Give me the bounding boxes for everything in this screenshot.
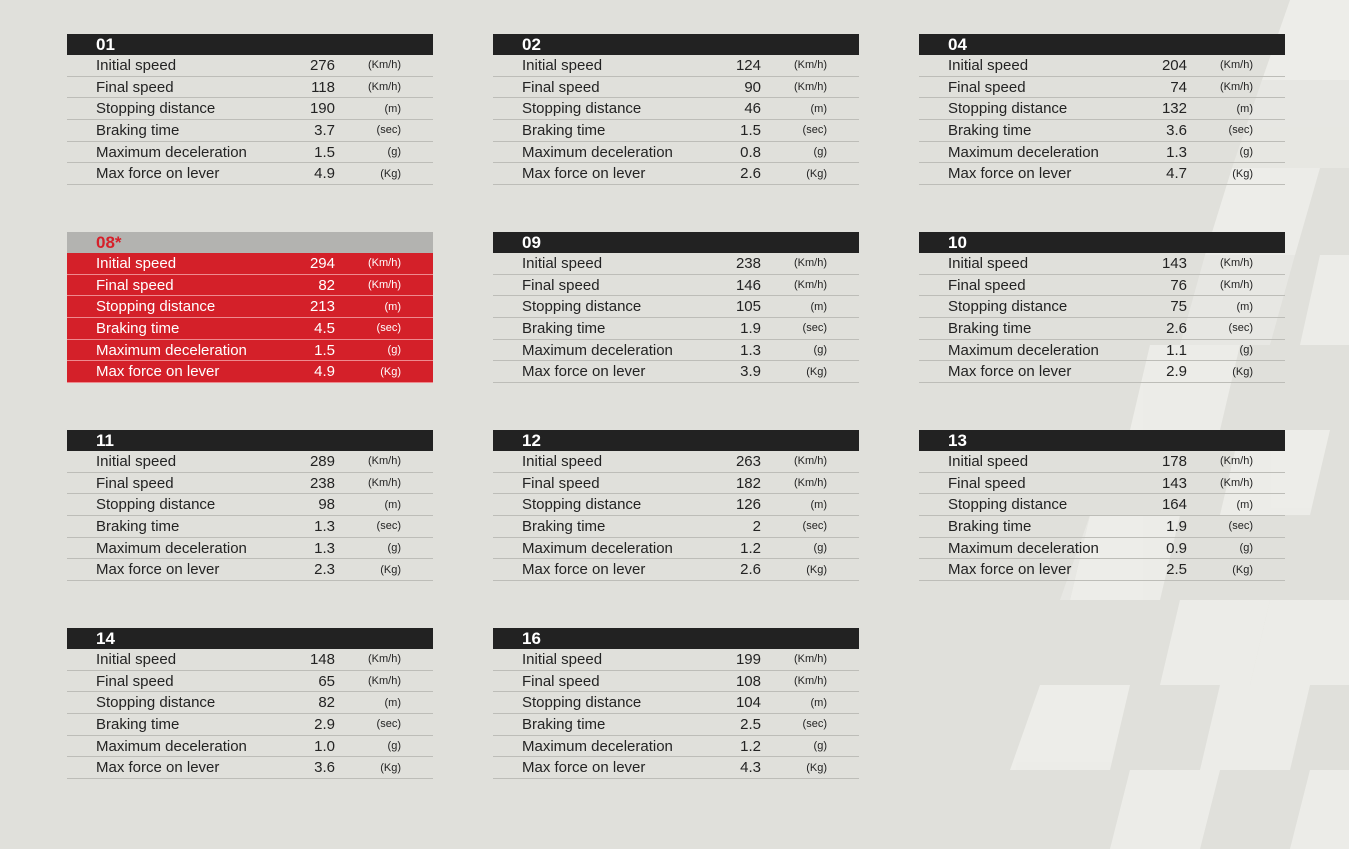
metric-value: 2.9 bbox=[314, 715, 335, 733]
metric-label: Maximum deceleration bbox=[948, 143, 1099, 161]
metric-value: 1.3 bbox=[314, 539, 335, 557]
metric-value: 4.3 bbox=[740, 759, 761, 777]
table-row bbox=[67, 361, 433, 383]
metric-value: 2.6 bbox=[740, 165, 761, 183]
metric-label: Max force on lever bbox=[96, 759, 220, 777]
metric-value: 1.1 bbox=[1166, 341, 1187, 359]
metric-unit: (sec) bbox=[376, 520, 401, 533]
metric-value: 105 bbox=[735, 298, 761, 316]
card-title: 08* bbox=[67, 232, 433, 253]
table-row bbox=[919, 253, 1285, 275]
metric-value: 4.7 bbox=[1166, 165, 1187, 183]
metric-value: 213 bbox=[309, 298, 335, 316]
table-row bbox=[919, 318, 1285, 340]
metric-unit: (m) bbox=[1236, 102, 1253, 115]
metric-value: 98 bbox=[318, 496, 335, 514]
table-row bbox=[67, 494, 433, 516]
result-card-14 bbox=[67, 628, 433, 779]
table-row bbox=[67, 318, 433, 340]
metric-label: Stopping distance bbox=[522, 100, 642, 118]
metric-label: Initial speed bbox=[522, 254, 603, 272]
metric-value: 2.6 bbox=[1166, 319, 1187, 337]
card-title: 14 bbox=[67, 628, 433, 649]
card-title: 01 bbox=[67, 34, 433, 55]
metric-unit: (m) bbox=[810, 300, 827, 313]
metric-unit: (sec) bbox=[802, 718, 827, 731]
metric-value: 143 bbox=[1161, 254, 1187, 272]
metric-unit: (Km/h) bbox=[794, 279, 827, 292]
card-title: 02 bbox=[493, 34, 859, 55]
table-row bbox=[919, 77, 1285, 99]
metric-unit: (Km/h) bbox=[1220, 455, 1253, 468]
metric-value: 46 bbox=[744, 100, 761, 118]
metric-label: Maximum deceleration bbox=[522, 737, 673, 755]
metric-value: 1.0 bbox=[314, 737, 335, 755]
metric-unit: (Kg) bbox=[806, 365, 827, 378]
metric-unit: (g) bbox=[387, 344, 401, 357]
metric-unit: (g) bbox=[387, 542, 401, 555]
metric-label: Maximum deceleration bbox=[96, 143, 247, 161]
metric-unit: (g) bbox=[1239, 344, 1253, 357]
metric-value: 289 bbox=[309, 452, 335, 470]
table-row bbox=[919, 98, 1285, 120]
metric-value: 146 bbox=[735, 276, 761, 294]
card-title: 10 bbox=[919, 232, 1285, 253]
metric-unit: (m) bbox=[384, 102, 401, 115]
metric-unit: (g) bbox=[387, 740, 401, 753]
metric-value: 143 bbox=[1161, 474, 1187, 492]
table-row bbox=[493, 692, 859, 714]
metric-label: Initial speed bbox=[522, 452, 603, 470]
metric-label: Maximum deceleration bbox=[522, 539, 673, 557]
table-row bbox=[67, 98, 433, 120]
metric-label: Final speed bbox=[522, 78, 600, 96]
metric-value: 82 bbox=[318, 276, 335, 294]
metric-unit: (g) bbox=[813, 146, 827, 159]
metric-label: Initial speed bbox=[948, 254, 1029, 272]
metric-label: Stopping distance bbox=[96, 298, 216, 316]
metric-label: Braking time bbox=[522, 319, 606, 337]
metric-unit: (Kg) bbox=[1232, 167, 1253, 180]
metric-label: Final speed bbox=[522, 672, 600, 690]
table-row bbox=[493, 318, 859, 340]
result-card-08 bbox=[67, 232, 433, 383]
card-title: 04 bbox=[919, 34, 1285, 55]
table-row bbox=[493, 736, 859, 758]
metric-label: Braking time bbox=[96, 121, 180, 139]
table-row bbox=[67, 538, 433, 560]
metric-label: Braking time bbox=[522, 121, 606, 139]
metric-unit: (m) bbox=[810, 696, 827, 709]
metric-unit: (Kg) bbox=[806, 167, 827, 180]
metric-label: Maximum deceleration bbox=[96, 737, 247, 755]
result-card-11 bbox=[67, 430, 433, 581]
table-row bbox=[493, 361, 859, 383]
table-row bbox=[67, 649, 433, 671]
card-title: 12 bbox=[493, 430, 859, 451]
metric-value: 75 bbox=[1170, 298, 1187, 316]
metric-value: 1.9 bbox=[1166, 517, 1187, 535]
result-card-04 bbox=[919, 34, 1285, 185]
metric-label: Maximum deceleration bbox=[948, 341, 1099, 359]
metric-label: Maximum deceleration bbox=[522, 341, 673, 359]
metric-value: 1.5 bbox=[314, 341, 335, 359]
metric-label: Max force on lever bbox=[522, 561, 646, 579]
table-row bbox=[67, 714, 433, 736]
metric-label: Braking time bbox=[96, 517, 180, 535]
metric-label: Maximum deceleration bbox=[96, 341, 247, 359]
metric-unit: (Km/h) bbox=[1220, 81, 1253, 94]
metric-value: 2.5 bbox=[740, 715, 761, 733]
metric-unit: (sec) bbox=[1228, 124, 1253, 137]
metric-value: 199 bbox=[735, 650, 761, 668]
table-row bbox=[493, 253, 859, 275]
table-row bbox=[919, 275, 1285, 297]
metric-unit: (sec) bbox=[376, 322, 401, 335]
metric-label: Final speed bbox=[96, 276, 174, 294]
metric-unit: (Km/h) bbox=[794, 455, 827, 468]
card-title: 11 bbox=[67, 430, 433, 451]
metric-value: 3.6 bbox=[314, 759, 335, 777]
metric-label: Braking time bbox=[522, 517, 606, 535]
result-card-10 bbox=[919, 232, 1285, 383]
table-row bbox=[67, 473, 433, 495]
table-row bbox=[493, 649, 859, 671]
metric-label: Initial speed bbox=[948, 56, 1029, 74]
table-row bbox=[493, 473, 859, 495]
metric-unit: (Km/h) bbox=[794, 59, 827, 72]
metric-value: 1.9 bbox=[740, 319, 761, 337]
metric-unit: (Km/h) bbox=[368, 653, 401, 666]
card-title: 09 bbox=[493, 232, 859, 253]
metric-unit: (Km/h) bbox=[794, 81, 827, 94]
metric-value: 1.2 bbox=[740, 539, 761, 557]
metric-value: 132 bbox=[1161, 100, 1187, 118]
metric-value: 4.9 bbox=[314, 165, 335, 183]
metric-label: Braking time bbox=[96, 319, 180, 337]
metric-label: Stopping distance bbox=[948, 298, 1068, 316]
metric-unit: (Km/h) bbox=[1220, 477, 1253, 490]
metric-unit: (Kg) bbox=[380, 761, 401, 774]
metric-unit: (sec) bbox=[802, 520, 827, 533]
metric-unit: (g) bbox=[813, 542, 827, 555]
metric-unit: (Kg) bbox=[380, 167, 401, 180]
table-row bbox=[493, 142, 859, 164]
table-row bbox=[67, 757, 433, 779]
table-row bbox=[493, 559, 859, 581]
table-row bbox=[493, 714, 859, 736]
metric-label: Stopping distance bbox=[96, 694, 216, 712]
table-row bbox=[493, 77, 859, 99]
table-row bbox=[67, 736, 433, 758]
metric-value: 65 bbox=[318, 672, 335, 690]
table-row bbox=[919, 559, 1285, 581]
table-row bbox=[67, 275, 433, 297]
metric-unit: (g) bbox=[1239, 146, 1253, 159]
table-row bbox=[67, 451, 433, 473]
table-row bbox=[919, 163, 1285, 185]
metric-value: 3.7 bbox=[314, 121, 335, 139]
metric-label: Max force on lever bbox=[948, 561, 1072, 579]
table-row bbox=[919, 516, 1285, 538]
table-row bbox=[67, 559, 433, 581]
metric-label: Initial speed bbox=[96, 56, 177, 74]
metric-unit: (Kg) bbox=[1232, 365, 1253, 378]
metric-value: 124 bbox=[735, 56, 761, 74]
metric-unit: (g) bbox=[387, 146, 401, 159]
metric-unit: (Km/h) bbox=[368, 477, 401, 490]
metric-label: Maximum deceleration bbox=[948, 539, 1099, 557]
metric-label: Initial speed bbox=[96, 452, 177, 470]
metric-label: Initial speed bbox=[522, 650, 603, 668]
metric-label: Max force on lever bbox=[96, 561, 220, 579]
metric-value: 74 bbox=[1170, 78, 1187, 96]
metric-unit: (sec) bbox=[1228, 520, 1253, 533]
metric-label: Max force on lever bbox=[948, 363, 1072, 381]
metric-value: 178 bbox=[1161, 452, 1187, 470]
metric-label: Max force on lever bbox=[948, 165, 1072, 183]
metric-value: 76 bbox=[1170, 276, 1187, 294]
metric-label: Stopping distance bbox=[522, 496, 642, 514]
metric-value: 263 bbox=[735, 452, 761, 470]
metric-label: Final speed bbox=[948, 474, 1026, 492]
metric-unit: (sec) bbox=[1228, 322, 1253, 335]
metric-value: 190 bbox=[309, 100, 335, 118]
metric-label: Stopping distance bbox=[522, 694, 642, 712]
table-row bbox=[493, 98, 859, 120]
metric-value: 90 bbox=[744, 78, 761, 96]
metric-label: Braking time bbox=[96, 715, 180, 733]
metric-unit: (g) bbox=[1239, 542, 1253, 555]
metric-value: 1.3 bbox=[1166, 143, 1187, 161]
table-row bbox=[919, 340, 1285, 362]
metric-unit: (Km/h) bbox=[368, 59, 401, 72]
metric-value: 0.9 bbox=[1166, 539, 1187, 557]
metric-value: 118 bbox=[311, 78, 335, 96]
metric-label: Max force on lever bbox=[522, 759, 646, 777]
metric-value: 1.5 bbox=[314, 143, 335, 161]
card-title: 16 bbox=[493, 628, 859, 649]
metric-value: 1.5 bbox=[740, 121, 761, 139]
table-row bbox=[919, 494, 1285, 516]
metric-value: 238 bbox=[735, 254, 761, 272]
metric-label: Stopping distance bbox=[522, 298, 642, 316]
metric-value: 1.2 bbox=[740, 737, 761, 755]
table-row bbox=[919, 55, 1285, 77]
table-row bbox=[67, 296, 433, 318]
metric-value: 3.6 bbox=[1166, 121, 1187, 139]
metric-value: 148 bbox=[309, 650, 335, 668]
table-row bbox=[67, 692, 433, 714]
table-row bbox=[493, 163, 859, 185]
metric-value: 2.6 bbox=[740, 561, 761, 579]
metric-label: Maximum deceleration bbox=[522, 143, 673, 161]
metric-value: 276 bbox=[309, 56, 335, 74]
metric-label: Initial speed bbox=[96, 650, 177, 668]
metric-label: Max force on lever bbox=[96, 363, 220, 381]
metric-label: Initial speed bbox=[96, 254, 177, 272]
metric-value: 182 bbox=[735, 474, 761, 492]
metric-unit: (sec) bbox=[802, 322, 827, 335]
metric-unit: (Km/h) bbox=[794, 257, 827, 270]
metric-unit: (sec) bbox=[376, 718, 401, 731]
metric-value: 1.3 bbox=[314, 517, 335, 535]
metric-unit: (Kg) bbox=[1232, 563, 1253, 576]
metric-unit: (sec) bbox=[376, 124, 401, 137]
metric-unit: (Kg) bbox=[806, 563, 827, 576]
metric-unit: (Km/h) bbox=[368, 675, 401, 688]
metric-value: 2.5 bbox=[1166, 561, 1187, 579]
metric-label: Final speed bbox=[948, 78, 1026, 96]
metric-unit: (g) bbox=[813, 344, 827, 357]
metric-label: Max force on lever bbox=[522, 165, 646, 183]
metric-label: Braking time bbox=[948, 319, 1032, 337]
table-row bbox=[919, 120, 1285, 142]
metric-value: 4.5 bbox=[314, 319, 335, 337]
metric-unit: (m) bbox=[810, 102, 827, 115]
table-row bbox=[67, 163, 433, 185]
metric-unit: (m) bbox=[810, 498, 827, 511]
metric-unit: (m) bbox=[1236, 300, 1253, 313]
table-row bbox=[493, 120, 859, 142]
metric-unit: (m) bbox=[1236, 498, 1253, 511]
table-row bbox=[919, 296, 1285, 318]
metric-value: 2.9 bbox=[1166, 363, 1187, 381]
table-row bbox=[493, 296, 859, 318]
metric-value: 204 bbox=[1161, 56, 1187, 74]
table-row bbox=[493, 340, 859, 362]
metric-unit: (Km/h) bbox=[368, 81, 401, 94]
metric-value: 1.3 bbox=[740, 341, 761, 359]
metric-unit: (Km/h) bbox=[794, 675, 827, 688]
metric-value: 2 bbox=[752, 517, 761, 535]
metric-value: 4.9 bbox=[314, 363, 335, 381]
metric-value: 0.8 bbox=[740, 143, 761, 161]
table-row bbox=[493, 55, 859, 77]
metric-unit: (sec) bbox=[802, 124, 827, 137]
metric-label: Braking time bbox=[948, 517, 1032, 535]
metric-unit: (m) bbox=[384, 696, 401, 709]
table-row bbox=[919, 538, 1285, 560]
table-row bbox=[919, 361, 1285, 383]
result-card-01 bbox=[67, 34, 433, 185]
metric-unit: (Kg) bbox=[380, 563, 401, 576]
metric-unit: (g) bbox=[813, 740, 827, 753]
result-card-13 bbox=[919, 430, 1285, 581]
metric-value: 104 bbox=[735, 694, 761, 712]
metric-label: Stopping distance bbox=[96, 100, 216, 118]
metric-value: 126 bbox=[735, 496, 761, 514]
metric-unit: (m) bbox=[384, 300, 401, 313]
metric-unit: (Km/h) bbox=[794, 477, 827, 490]
table-row bbox=[493, 538, 859, 560]
table-row bbox=[493, 757, 859, 779]
table-row bbox=[67, 671, 433, 693]
metric-label: Stopping distance bbox=[96, 496, 216, 514]
metric-label: Braking time bbox=[948, 121, 1032, 139]
table-row bbox=[67, 120, 433, 142]
metric-unit: (Km/h) bbox=[368, 455, 401, 468]
metric-label: Final speed bbox=[522, 276, 600, 294]
metric-label: Stopping distance bbox=[948, 496, 1068, 514]
table-row bbox=[919, 473, 1285, 495]
metric-value: 82 bbox=[318, 694, 335, 712]
metric-label: Max force on lever bbox=[96, 165, 220, 183]
metric-value: 164 bbox=[1161, 496, 1187, 514]
metric-value: 108 bbox=[735, 672, 761, 690]
table-row bbox=[493, 451, 859, 473]
table-row bbox=[919, 451, 1285, 473]
metric-value: 3.9 bbox=[740, 363, 761, 381]
metric-label: Initial speed bbox=[522, 56, 603, 74]
metric-unit: (Km/h) bbox=[368, 257, 401, 270]
table-row bbox=[493, 275, 859, 297]
metric-label: Final speed bbox=[96, 672, 174, 690]
metric-unit: (Km/h) bbox=[1220, 257, 1253, 270]
table-row bbox=[67, 253, 433, 275]
metric-unit: (m) bbox=[384, 498, 401, 511]
metric-label: Maximum deceleration bbox=[96, 539, 247, 557]
table-row bbox=[493, 671, 859, 693]
metric-value: 2.3 bbox=[314, 561, 335, 579]
metric-label: Braking time bbox=[522, 715, 606, 733]
metric-label: Final speed bbox=[948, 276, 1026, 294]
metric-unit: (Km/h) bbox=[368, 279, 401, 292]
result-card-12 bbox=[493, 430, 859, 581]
table-row bbox=[67, 77, 433, 99]
card-title: 13 bbox=[919, 430, 1285, 451]
metric-value: 238 bbox=[309, 474, 335, 492]
result-card-02 bbox=[493, 34, 859, 185]
metric-label: Max force on lever bbox=[522, 363, 646, 381]
table-row bbox=[67, 142, 433, 164]
metric-value: 294 bbox=[309, 254, 335, 272]
metric-label: Final speed bbox=[522, 474, 600, 492]
table-row bbox=[67, 340, 433, 362]
result-card-16 bbox=[493, 628, 859, 779]
metric-unit: (Kg) bbox=[380, 365, 401, 378]
metric-unit: (Km/h) bbox=[1220, 279, 1253, 292]
metric-label: Initial speed bbox=[948, 452, 1029, 470]
metric-label: Final speed bbox=[96, 78, 174, 96]
table-row bbox=[493, 494, 859, 516]
metric-label: Stopping distance bbox=[948, 100, 1068, 118]
table-row bbox=[67, 516, 433, 538]
metric-unit: (Kg) bbox=[806, 761, 827, 774]
metric-unit: (Km/h) bbox=[1220, 59, 1253, 72]
metric-label: Final speed bbox=[96, 474, 174, 492]
table-row bbox=[919, 142, 1285, 164]
result-card-09 bbox=[493, 232, 859, 383]
table-row bbox=[67, 55, 433, 77]
metric-unit: (Km/h) bbox=[794, 653, 827, 666]
table-row bbox=[493, 516, 859, 538]
